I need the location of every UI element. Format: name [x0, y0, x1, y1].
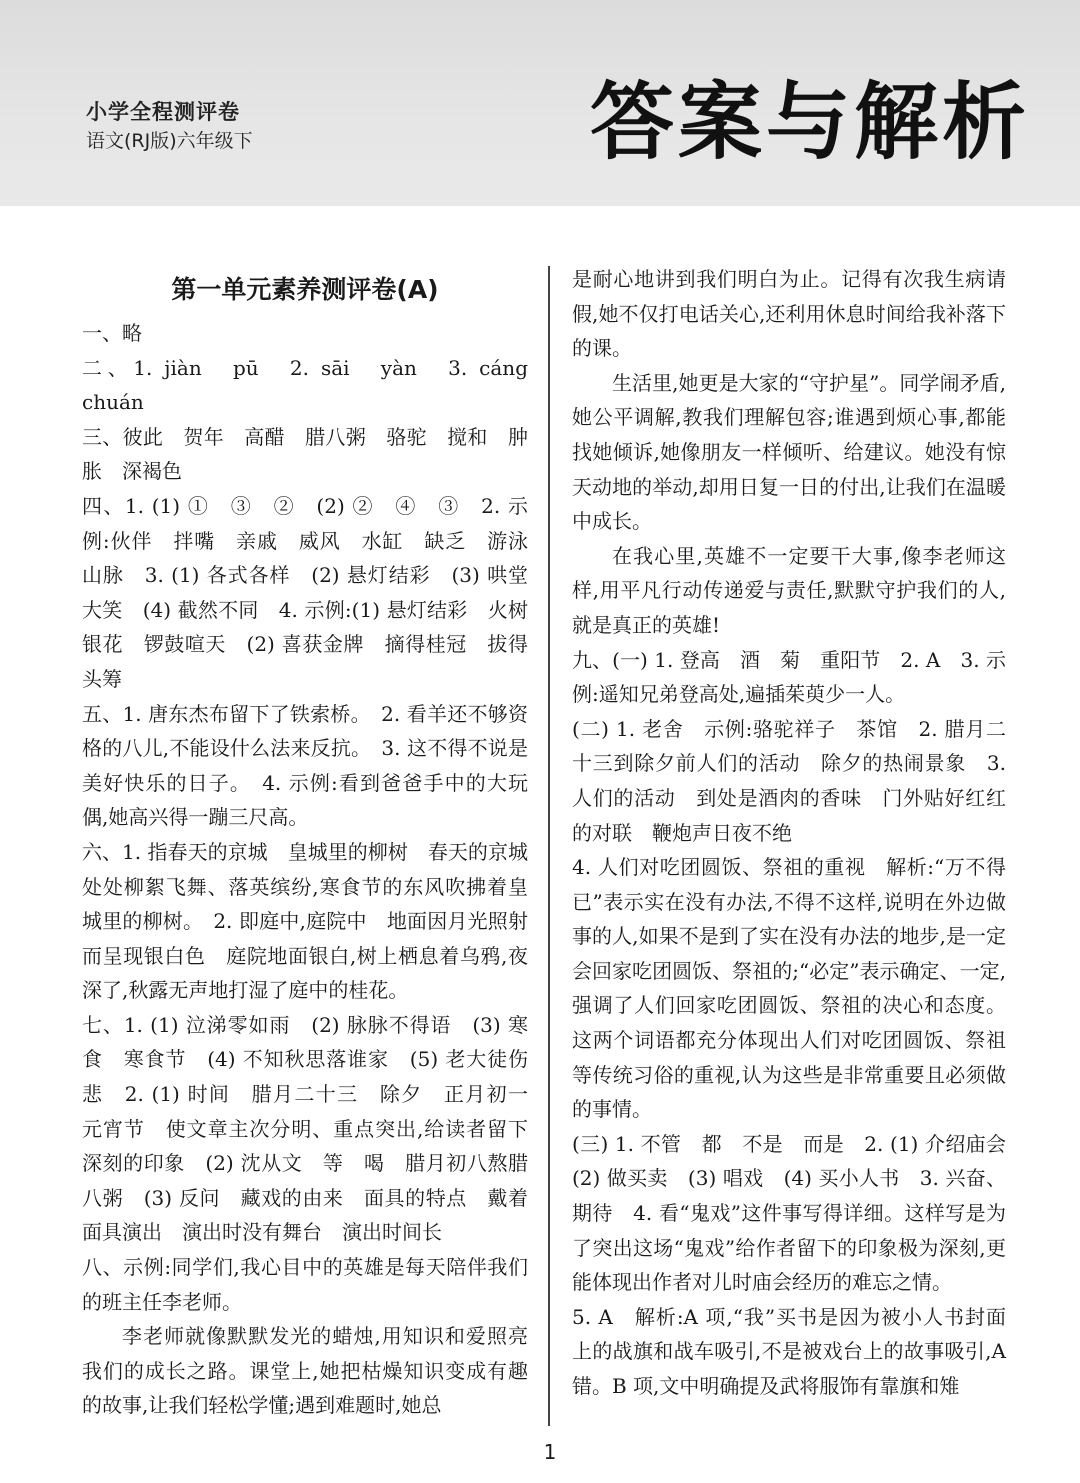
answer-line-7: 七、1. (1) 泣涕零如雨 (2) 脉脉不得语 (3) 寒食 寒食节 (4) 不知秋思落谁家 (5) 老大徒伤悲 2. (1) 时间 腊月二十三 除夕 正月初一 元宵节 使文章主次分明、重点突出,给读者留下深刻的印象 (2) 沈从文 等 喝 腊月初八熬腊八粥 (3) 反问 藏戏的由来 面具的特点 戴着面具演出 演出时没有舞台 演出时间长 — [82, 1012, 548, 1245]
series-subtitle: 语文(RJ版)六年级下 — [86, 130, 253, 152]
essay-paragraph-1: 李老师就像默默发光的蜡烛,用知识和爱照亮我们的成长之路。课堂上,她把枯燥知识变成有趣的故事,让我们轻松学懂;遇到难题时,她总 — [82, 1324, 528, 1418]
unit-title: 第一单元素养测评卷(A) — [171, 275, 439, 304]
answer-line-4: 四、1. (1) ① ③ ② (2) ② ④ ③ 2. 示例:伙伴 拌嘴 亲戚 威风 水缸 缺乏 游泳 山脉 3. (1) 各式各样 (2) 悬灯结彩 (3) 哄堂大笑 (4) 截然不同 4. 示例:(1) 悬灯结彩 火树银花 锣鼓喧天 (2) 喜获金牌 摘得桂冠 拔得头筹 — [82, 493, 548, 691]
answer-line-9-2: (二) 1. 老舍 示例:骆驼祥子 茶馆 2. 腊月二十三到除夕前人们的活动 除夕的热闹景象 3. 人们的活动 到处是酒肉的香味 门外贴好红红的对联 鞭炮声日夜不绝 — [572, 716, 1006, 845]
essay-paragraph-2: 生活里,她更是大家的“守护星”。同学闹矛盾,她公平调解,教我们理解包容;谁遇到烦心事,都能找她倾诉,她像朋友一样倾听、给建议。她没有惊天动地的举动,却用日复一日的付出,让我们在温暖中成长。 — [572, 370, 1006, 534]
answer-line-5: 五、1. 唐东杰布留下了铁索桥。 2. 看羊还不够资格的八儿,不能设什么法来反抗。 3. 这不得不说是美好快乐的日子。 4. 示例:看到爸爸手中的大玩偶,她高兴得一蹦三尺高。 — [82, 701, 528, 830]
essay-continuation: 是耐心地讲到我们明白为止。记得有次我生病请假,她不仅打电话关心,还利用休息时间给我补落下的课。 — [572, 267, 1006, 361]
answer-line-2: 二、1. jiàn pū 2. sāi yàn 3. cáng chuán — [82, 355, 548, 415]
series-title: 小学全程测评卷 — [86, 100, 240, 124]
page-number: 1 — [543, 1440, 557, 1464]
right-column — [572, 262, 1026, 1404]
answer-line-6: 六、1. 指春天的京城 皇城里的柳树 春天的京城处处柳絮飞舞、落英缤纷,寒食节的东风吹拂着皇城里的柳树。 2. 即庭中,庭院中 地面因月光照射而呈现银白色 庭院地面银白,树上栖息着乌鸦,夜深了,秋露无声地打湿了庭中的桂花。 — [82, 839, 528, 1003]
answer-line-9-2-4: 4. 人们对吃团圆饭、祭祖的重视 解析:“万不得已”表示实在没有办法,不得不这样,说明在外边做事的人,如果不是到了实在没有办法的地步,是一定会回家吃团圆饭、祭祖的;“必定”表示确定、一定,强调了人们回家吃团圆饭、祭祖的决心和态度。这两个词语都充分体现出人们对吃团圆饭、祭祖等传统习俗的重视,认为这些是非常重要且必须做的事情。 — [572, 855, 1006, 1122]
answer-line-9: 九、(一) 1. 登高 酒 菊 重阳节 2. A 3. 示例:遥知兄弟登高处,遍插茱萸少一人。 — [572, 647, 1006, 707]
left-column — [82, 268, 548, 1423]
essay-paragraph-3: 在我心里,英雄不一定要干大事,像李老师这样,用平凡行动传递爱与责任,默默守护我们的人,就是真正的英雄! — [572, 543, 1006, 637]
answer-line-9-3-5: 5. A 解析:A 项,“我”买书是因为被小人书封面上的战旗和战车吸引,不是被戏台上的故事吸引,A 错。B 项,文中明确提及武将服饰有靠旗和雉 — [572, 1304, 1006, 1398]
answer-line-9-3: (三) 1. 不管 都 不是 而是 2. (1) 介绍庙会 (2) 做买卖 (3) 唱戏 (4) 买小人书 3. 兴奋、期待 4. 看“鬼戏”这件事写得详细。这样写是为了突出这场“鬼戏”给作者留下的印象极为深刻,更能体现出作者对儿时庙会经历的难忘之情。 — [572, 1131, 1026, 1295]
answer-title: 答案与解析 — [590, 73, 1031, 171]
answer-line-1: 一、略 — [82, 321, 142, 345]
answer-line-8: 八、示例:同学们,我心目中的英雄是每天陪伴我们的班主任李老师。 — [82, 1255, 528, 1314]
column-divider — [548, 266, 550, 1426]
page-header — [0, 0, 1080, 206]
answer-line-3: 三、彼此 贺年 高醋 腊八粥 骆驼 搅和 肿胀 深褐色 — [82, 424, 528, 484]
